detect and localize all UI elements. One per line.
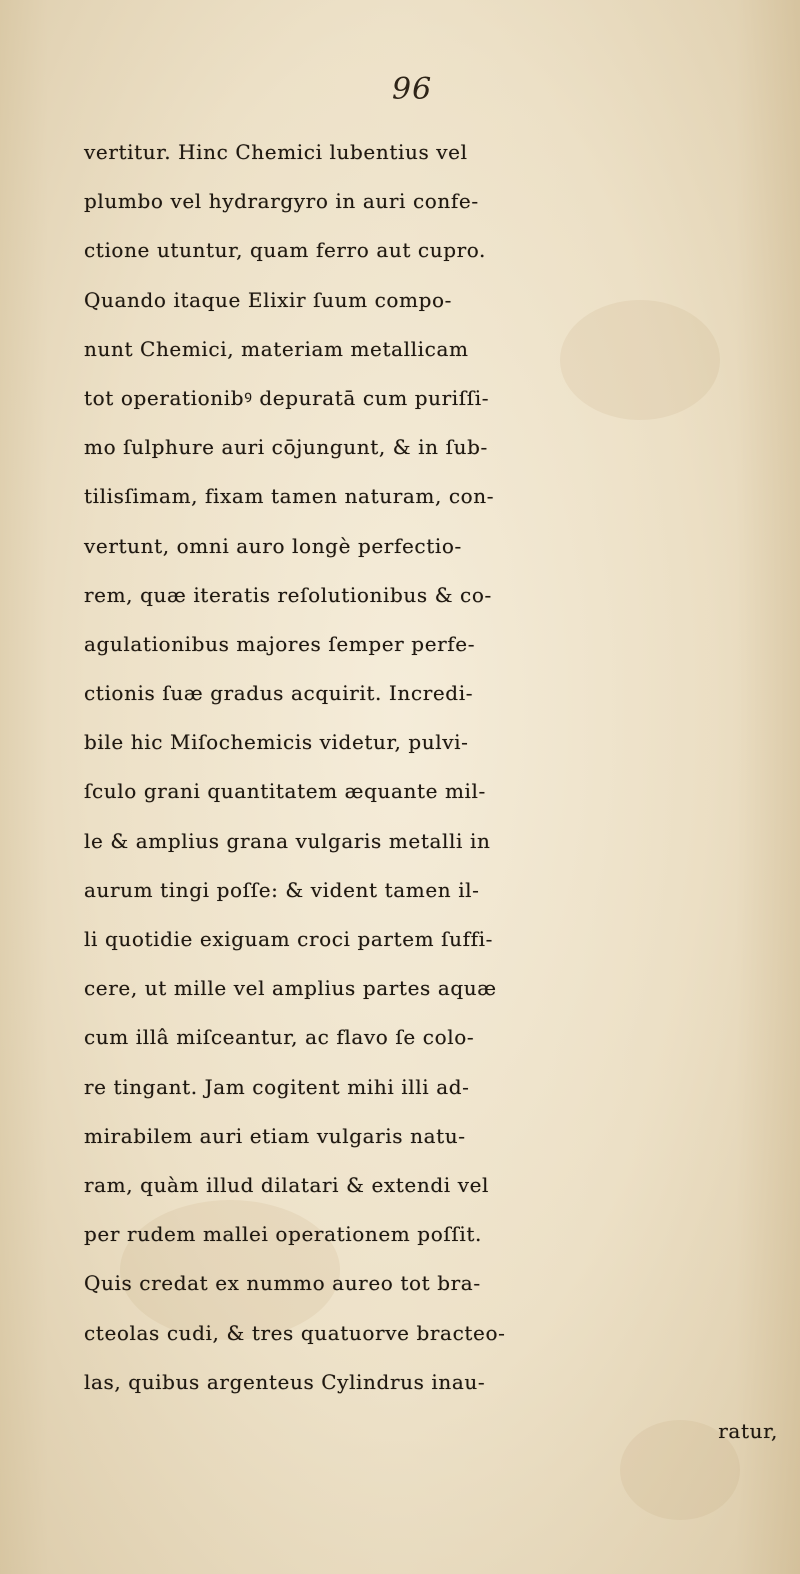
text-line: Quis credat ex nummo aureo tot bra- — [84, 1271, 481, 1296]
text-line: vertitur. Hinc Chemici lubentius vel — [84, 140, 468, 164]
catchword-line: ratur, — [718, 1418, 778, 1443]
text-line: cum illâ miſceantur, ac flavo ſe colo- — [84, 1025, 475, 1050]
page-number: 96 — [392, 72, 433, 107]
text-line: las, quibus argenteus Cylindrus inau- — [84, 1369, 486, 1394]
text-line: agulationibus majores ſemper perfe- — [84, 631, 476, 656]
text-line: ſculo grani quantitatem æquante mil- — [84, 779, 486, 804]
text-line: cere, ut mille vel amplius partes aquæ — [84, 976, 497, 1001]
text-line: ctionis ſuæ gradus acquirit. Incredi- — [84, 681, 474, 706]
text-line: nunt Chemici, materiam metallicam — [84, 336, 469, 361]
text-line: Quando itaque Elixir ſuum compo- — [84, 287, 452, 312]
text-line: le & amplius grana vulgaris metalli in — [84, 828, 491, 853]
text-line: bile hic Miſochemicis videtur, pulvi- — [84, 730, 469, 755]
text-line: ram, quàm illud dilatari & extendi vel — [84, 1172, 490, 1197]
text-line: vertunt, omni auro longè perfectio- — [84, 533, 462, 558]
text-line: per rudem mallei operationem poſſit. — [84, 1222, 482, 1247]
text-line: li quotidie exiguam croci partem ſuffi- — [84, 927, 494, 951]
text-line: ctione utuntur, quam ferro aut cupro. — [84, 238, 487, 263]
text-line: aurum tingi poſſe: & vident tamen il- — [84, 877, 480, 902]
text-line: mo ſulphure auri cōjungunt, & in ſub- — [84, 435, 488, 460]
text-line: rem, quæ iteratis reſolutionibus & co- — [84, 582, 492, 607]
text-line: plumbo vel hydrargyro in auri confe- — [84, 189, 479, 214]
text-line: re tingant. Jam cogitent mihi illi ad- — [84, 1074, 470, 1099]
text-line: tilisſimam, fixam tamen naturam, con- — [84, 484, 495, 509]
body-text — [84, 128, 796, 1456]
text-line: mirabilem auri etiam vulgaris natu- — [84, 1123, 466, 1148]
text-line: tot operationibꝰ depuratā cum puriſſi- — [84, 385, 490, 410]
text-line: cteolas cudi, & tres quatuorve bracteo- — [84, 1320, 506, 1345]
